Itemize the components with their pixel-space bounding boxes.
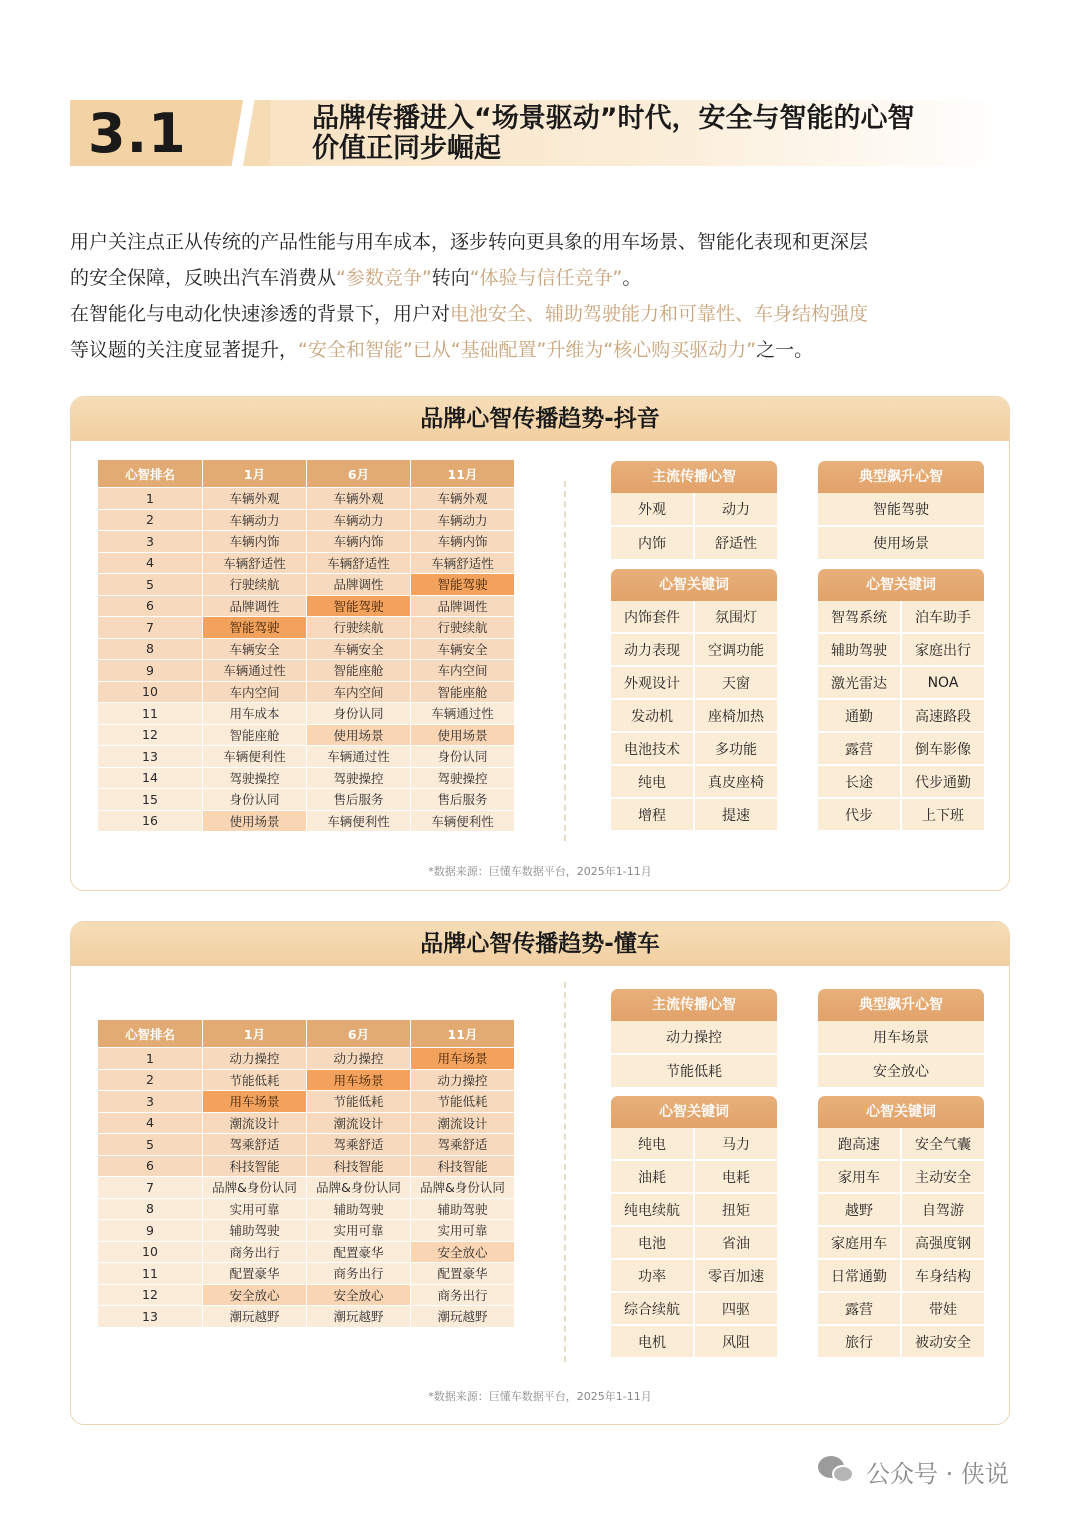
keyword-cell: 座椅加热 [695,700,777,731]
rank-cell: 10 [98,1242,202,1263]
keyword-cell: 电机 [611,1326,693,1357]
keyword-cell: 自驾游 [902,1194,984,1225]
table-cell: 车辆内饰 [203,531,306,552]
keyword-cell: 激光雷达 [818,667,900,698]
rank-cell: 11 [98,703,202,724]
intro-text-span: 用户关注点正从传统的产品性能与用车成本，逐步转向更具象的用车场景、智能化表现和更深层 [70,231,869,253]
table-cell: 车辆内饰 [307,531,410,552]
table-cell: 身份认同 [307,703,410,724]
table-cell: 售后服务 [307,789,410,810]
card-divider [564,982,566,1362]
table-cell: 动力操控 [307,1048,410,1069]
dongche-mainstream-box [611,989,777,1087]
wechat-icon [818,1456,856,1486]
table-cell: 驾驶操控 [307,768,410,789]
rank-cell: 10 [98,682,202,703]
table-cell: 潮玩越野 [307,1306,410,1327]
table-cell: 车辆便利性 [203,746,306,767]
section-number: 3.1 [88,102,187,165]
table-cell: 科技智能 [307,1156,410,1177]
keyword-cell: 旅行 [818,1326,900,1357]
table-cell: 配置豪华 [203,1263,306,1284]
kbox-grid [611,1128,777,1357]
table-cell: 实用可靠 [203,1199,306,1220]
table-cell: 品牌&身份认同 [411,1177,514,1198]
table-cell: 商务出行 [411,1285,514,1306]
table-cell: 车辆外观 [203,488,306,509]
keyword-cell: 露营 [818,1293,900,1324]
table-row [98,596,514,617]
keyword-cell: 电池技术 [611,733,693,764]
rank-cell: 9 [98,1220,202,1241]
rank-cell: 1 [98,488,202,509]
keyword-cell: 马力 [695,1128,777,1159]
keyword-cell: 扭矩 [695,1194,777,1225]
keyword-cell: 动力操控 [611,1021,777,1053]
douyin-card [70,396,1010,891]
keyword-cell: 增程 [611,799,693,830]
table-row [98,725,514,746]
table-cell: 智能驾驶 [203,617,306,638]
table-row [98,510,514,531]
table-row [98,1070,514,1091]
kbox-grid [611,601,777,830]
table-cell: 车辆舒适性 [307,553,410,574]
kbox-title: 典型飙升心智 [818,461,984,493]
table-row [98,682,514,703]
table-cell: 车辆通过性 [411,703,514,724]
table-cell: 动力操控 [203,1048,306,1069]
rank-cell: 5 [98,574,202,595]
table-cell: 驾乘舒适 [411,1134,514,1155]
rank-cell: 11 [98,1263,202,1284]
douyin-rank-table [97,459,515,832]
table-cell: 智能驾驶 [307,596,410,617]
kbox-grid [611,1021,777,1087]
keyword-cell: 多功能 [695,733,777,764]
table-cell: 潮玩越野 [411,1306,514,1327]
keyword-cell: 代步 [818,799,900,830]
table-row [98,811,514,832]
keyword-cell: 内饰 [611,527,693,559]
section-slash-decoration [204,100,274,166]
section-title-line1: 品牌传播进入“场景驱动”时代，安全与智能的心智 [312,103,915,134]
kbox-title: 主流传播心智 [611,989,777,1021]
table-cell: 辅助驾驶 [307,1199,410,1220]
rank-cell: 14 [98,768,202,789]
table-cell: 车辆通过性 [203,660,306,681]
table-row [98,1091,514,1112]
kbox-title: 心智关键词 [611,569,777,601]
section-title [312,104,1012,164]
table-cell: 车辆安全 [307,639,410,660]
table-row [98,574,514,595]
table-cell: 身份认同 [203,789,306,810]
dongche-card [70,921,1010,1425]
table-row [98,1113,514,1134]
douyin-keywords-left-box [611,569,777,830]
keyword-cell: 发动机 [611,700,693,731]
table-row [98,531,514,552]
keyword-cell: 越野 [818,1194,900,1225]
table-cell: 潮玩越野 [203,1306,306,1327]
table-row [98,1242,514,1263]
keyword-cell: 动力 [695,493,777,525]
table-row [98,639,514,660]
table-row [98,1306,514,1327]
table-cell: 车辆动力 [203,510,306,531]
table-cell: 节能低耗 [307,1091,410,1112]
table-cell: 用车场景 [411,1048,514,1069]
keyword-cell: 节能低耗 [611,1055,777,1087]
keyword-cell: 纯电 [611,1128,693,1159]
keyword-cell: 上下班 [902,799,984,830]
table-row [98,789,514,810]
table-row [98,1285,514,1306]
rank-cell: 12 [98,1285,202,1306]
table-cell: 科技智能 [203,1156,306,1177]
table-cell: 安全放心 [411,1242,514,1263]
rank-cell: 3 [98,1091,202,1112]
intro-highlight: 电池安全、辅助驾驶能力和可靠性、车身结构强度 [450,303,869,325]
dongche-rising-box [818,989,984,1087]
table-cell: 车辆外观 [411,488,514,509]
col-header-jan: 1月 [203,460,306,487]
table-cell: 智能座舱 [307,660,410,681]
intro-line-3 [70,296,1010,332]
table-cell: 车辆动力 [411,510,514,531]
rank-cell: 4 [98,553,202,574]
rank-cell: 9 [98,660,202,681]
table-cell: 实用可靠 [307,1220,410,1241]
rank-cell: 1 [98,1048,202,1069]
table-cell: 品牌&身份认同 [307,1177,410,1198]
dongche-keywords-right-box [818,1096,984,1357]
table-cell: 用车场景 [203,1091,306,1112]
table-cell: 辅助驾驶 [203,1220,306,1241]
table-cell: 用车成本 [203,703,306,724]
keyword-cell: 四驱 [695,1293,777,1324]
table-cell: 车辆舒适性 [203,553,306,574]
rank-cell: 13 [98,746,202,767]
table-cell: 智能驾驶 [411,574,514,595]
table-row [98,488,514,509]
keyword-cell: 通勤 [818,700,900,731]
keyword-cell: 氛围灯 [695,601,777,632]
keyword-cell: 综合续航 [611,1293,693,1324]
table-cell: 品牌调性 [203,596,306,617]
table-cell: 车辆动力 [307,510,410,531]
table-cell: 配置豪华 [411,1263,514,1284]
keyword-cell: 油耗 [611,1161,693,1192]
kbox-grid [818,1128,984,1357]
table-header-row [98,1020,514,1047]
table-row [98,1177,514,1198]
col-header-rank: 心智排名 [98,460,202,487]
keyword-cell: 动力表现 [611,634,693,665]
keyword-cell: 真皮座椅 [695,766,777,797]
table-cell: 车辆通过性 [307,746,410,767]
keyword-cell: 倒车影像 [902,733,984,764]
table-cell: 智能座舱 [411,682,514,703]
intro-text-span: 等议题的关注度显著提升， [70,339,299,361]
rank-cell: 16 [98,811,202,832]
table-row [98,703,514,724]
table-cell: 节能低耗 [411,1091,514,1112]
kbox-grid [818,601,984,830]
col-header-nov: 11月 [411,460,514,487]
table-cell: 品牌调性 [411,596,514,617]
keyword-cell: 内饰套件 [611,601,693,632]
rank-cell: 7 [98,1177,202,1198]
keyword-cell: 代步通勤 [902,766,984,797]
kbox-grid [611,493,777,559]
table-header-row [98,460,514,487]
keyword-cell: 跑高速 [818,1128,900,1159]
table-cell: 使用场景 [411,725,514,746]
intro-line-2 [70,260,1010,296]
rank-cell: 8 [98,1199,202,1220]
table-cell: 使用场景 [203,811,306,832]
table-cell: 车辆安全 [411,639,514,660]
table-row [98,1263,514,1284]
keyword-cell: 外观 [611,493,693,525]
keyword-cell: 带娃 [902,1293,984,1324]
col-header-jun: 6月 [307,460,410,487]
col-header-jan: 1月 [203,1020,306,1047]
dongche-keywords-left-box [611,1096,777,1357]
table-row [98,617,514,638]
table-row [98,1156,514,1177]
kbox-title: 心智关键词 [611,1096,777,1128]
keyword-cell: 家用车 [818,1161,900,1192]
table-cell: 科技智能 [411,1156,514,1177]
dongche-rank-table [97,1019,515,1328]
table-cell: 车辆外观 [307,488,410,509]
douyin-keywords-right-box [818,569,984,830]
dongche-card-title: 品牌心智传播趋势-懂车 [71,922,1009,966]
table-cell: 车辆便利性 [307,811,410,832]
rank-cell: 5 [98,1134,202,1155]
keyword-cell: 露营 [818,733,900,764]
keyword-cell: 使用场景 [818,527,984,559]
table-cell: 辅助驾驶 [411,1199,514,1220]
col-header-rank: 心智排名 [98,1020,202,1047]
keyword-cell: 家庭出行 [902,634,984,665]
table-row [98,1199,514,1220]
table-cell: 安全放心 [203,1285,306,1306]
table-cell: 实用可靠 [411,1220,514,1241]
table-cell: 商务出行 [307,1263,410,1284]
intro-text [70,224,1010,368]
table-cell: 行驶续航 [307,617,410,638]
table-row [98,660,514,681]
table-row [98,746,514,767]
table-cell: 用车场景 [307,1070,410,1091]
table-cell: 驾驶操控 [411,768,514,789]
rank-cell: 2 [98,510,202,531]
keyword-cell: 泊车助手 [902,601,984,632]
intro-text-span: 之一。 [756,339,814,361]
table-cell: 车内空间 [203,682,306,703]
table-cell: 动力操控 [411,1070,514,1091]
section-title-line2: 价值正同步崛起 [312,133,501,164]
keyword-cell: 电耗 [695,1161,777,1192]
card-divider [564,481,566,841]
rank-cell: 15 [98,789,202,810]
rank-cell: 13 [98,1306,202,1327]
table-cell: 品牌&身份认同 [203,1177,306,1198]
douyin-mainstream-box [611,461,777,559]
table-row [98,1220,514,1241]
table-cell: 智能座舱 [203,725,306,746]
table-row [98,768,514,789]
table-cell: 安全放心 [307,1285,410,1306]
table-cell: 商务出行 [203,1242,306,1263]
section-header [70,100,1010,166]
douyin-data-source: *数据来源：巨懂车数据平台，2025年1-11月 [428,865,652,878]
keyword-cell: 车身结构 [902,1260,984,1291]
keyword-cell: 舒适性 [695,527,777,559]
keyword-cell: 长途 [818,766,900,797]
kbox-title: 心智关键词 [818,1096,984,1128]
table-cell: 潮流设计 [307,1113,410,1134]
rank-cell: 2 [98,1070,202,1091]
keyword-cell: 天窗 [695,667,777,698]
table-cell: 品牌调性 [307,574,410,595]
intro-text-span: 转向 [431,267,470,289]
keyword-cell: 家庭用车 [818,1227,900,1258]
keyword-cell: 高速路段 [902,700,984,731]
intro-highlight: “参数竞争” [336,267,432,289]
watermark-text: 公众号 · 侠说 [866,1459,1009,1488]
keyword-cell: 空调功能 [695,634,777,665]
keyword-cell: 外观设计 [611,667,693,698]
keyword-cell: 被动安全 [902,1326,984,1357]
table-row [98,1134,514,1155]
table-cell: 售后服务 [411,789,514,810]
keyword-cell: 安全气囊 [902,1128,984,1159]
keyword-cell: 省油 [695,1227,777,1258]
intro-line-4 [70,332,1010,368]
table-cell: 车内空间 [307,682,410,703]
table-cell: 驾乘舒适 [203,1134,306,1155]
keyword-cell: NOA [902,667,984,698]
keyword-cell: 日常通勤 [818,1260,900,1291]
intro-line-1 [70,224,1010,260]
rank-cell: 8 [98,639,202,660]
kbox-title: 主流传播心智 [611,461,777,493]
keyword-cell: 风阻 [695,1326,777,1357]
kbox-grid [818,493,984,559]
table-row [98,1048,514,1069]
table-cell: 车辆便利性 [411,811,514,832]
col-header-jun: 6月 [307,1020,410,1047]
rank-cell: 7 [98,617,202,638]
rank-cell: 3 [98,531,202,552]
keyword-cell: 主动安全 [902,1161,984,1192]
table-cell: 行驶续航 [203,574,306,595]
table-cell: 行驶续航 [411,617,514,638]
table-row [98,553,514,574]
rank-cell: 12 [98,725,202,746]
watermark [818,1451,1009,1491]
intro-highlight: “体验与信任竞争” [469,267,623,289]
table-cell: 节能低耗 [203,1070,306,1091]
kbox-grid [818,1021,984,1087]
table-cell: 驾乘舒适 [307,1134,410,1155]
intro-highlight: “安全和智能”已从“基础配置”升维为“核心购买驱动力” [298,339,757,361]
douyin-card-title: 品牌心智传播趋势-抖音 [71,397,1009,441]
keyword-cell: 智驾系统 [818,601,900,632]
keyword-cell: 电池 [611,1227,693,1258]
intro-text-span: 的安全保障，反映出汽车消费从 [70,267,337,289]
keyword-cell: 纯电 [611,766,693,797]
table-cell: 使用场景 [307,725,410,746]
intro-text-span: 。 [622,267,642,289]
keyword-cell: 纯电续航 [611,1194,693,1225]
dongche-data-source: *数据来源：巨懂车数据平台，2025年1-11月 [428,1390,652,1403]
rank-cell: 6 [98,596,202,617]
rank-cell: 4 [98,1113,202,1134]
kbox-title: 典型飙升心智 [818,989,984,1021]
kbox-title: 心智关键词 [818,569,984,601]
rank-cell: 6 [98,1156,202,1177]
keyword-cell: 功率 [611,1260,693,1291]
keyword-cell: 智能驾驶 [818,493,984,525]
keyword-cell: 零百加速 [695,1260,777,1291]
keyword-cell: 安全放心 [818,1055,984,1087]
keyword-cell: 辅助驾驶 [818,634,900,665]
keyword-cell: 高强度钢 [902,1227,984,1258]
keyword-cell: 用车场景 [818,1021,984,1053]
keyword-cell: 提速 [695,799,777,830]
table-cell: 配置豪华 [307,1242,410,1263]
table-cell: 身份认同 [411,746,514,767]
table-cell: 车辆安全 [203,639,306,660]
table-cell: 驾驶操控 [203,768,306,789]
intro-text-span: 在智能化与电动化快速渗透的背景下，用户对 [70,303,451,325]
table-cell: 潮流设计 [411,1113,514,1134]
col-header-nov: 11月 [411,1020,514,1047]
table-cell: 车辆内饰 [411,531,514,552]
table-cell: 车内空间 [411,660,514,681]
douyin-rising-box [818,461,984,559]
table-cell: 车辆舒适性 [411,553,514,574]
table-cell: 潮流设计 [203,1113,306,1134]
